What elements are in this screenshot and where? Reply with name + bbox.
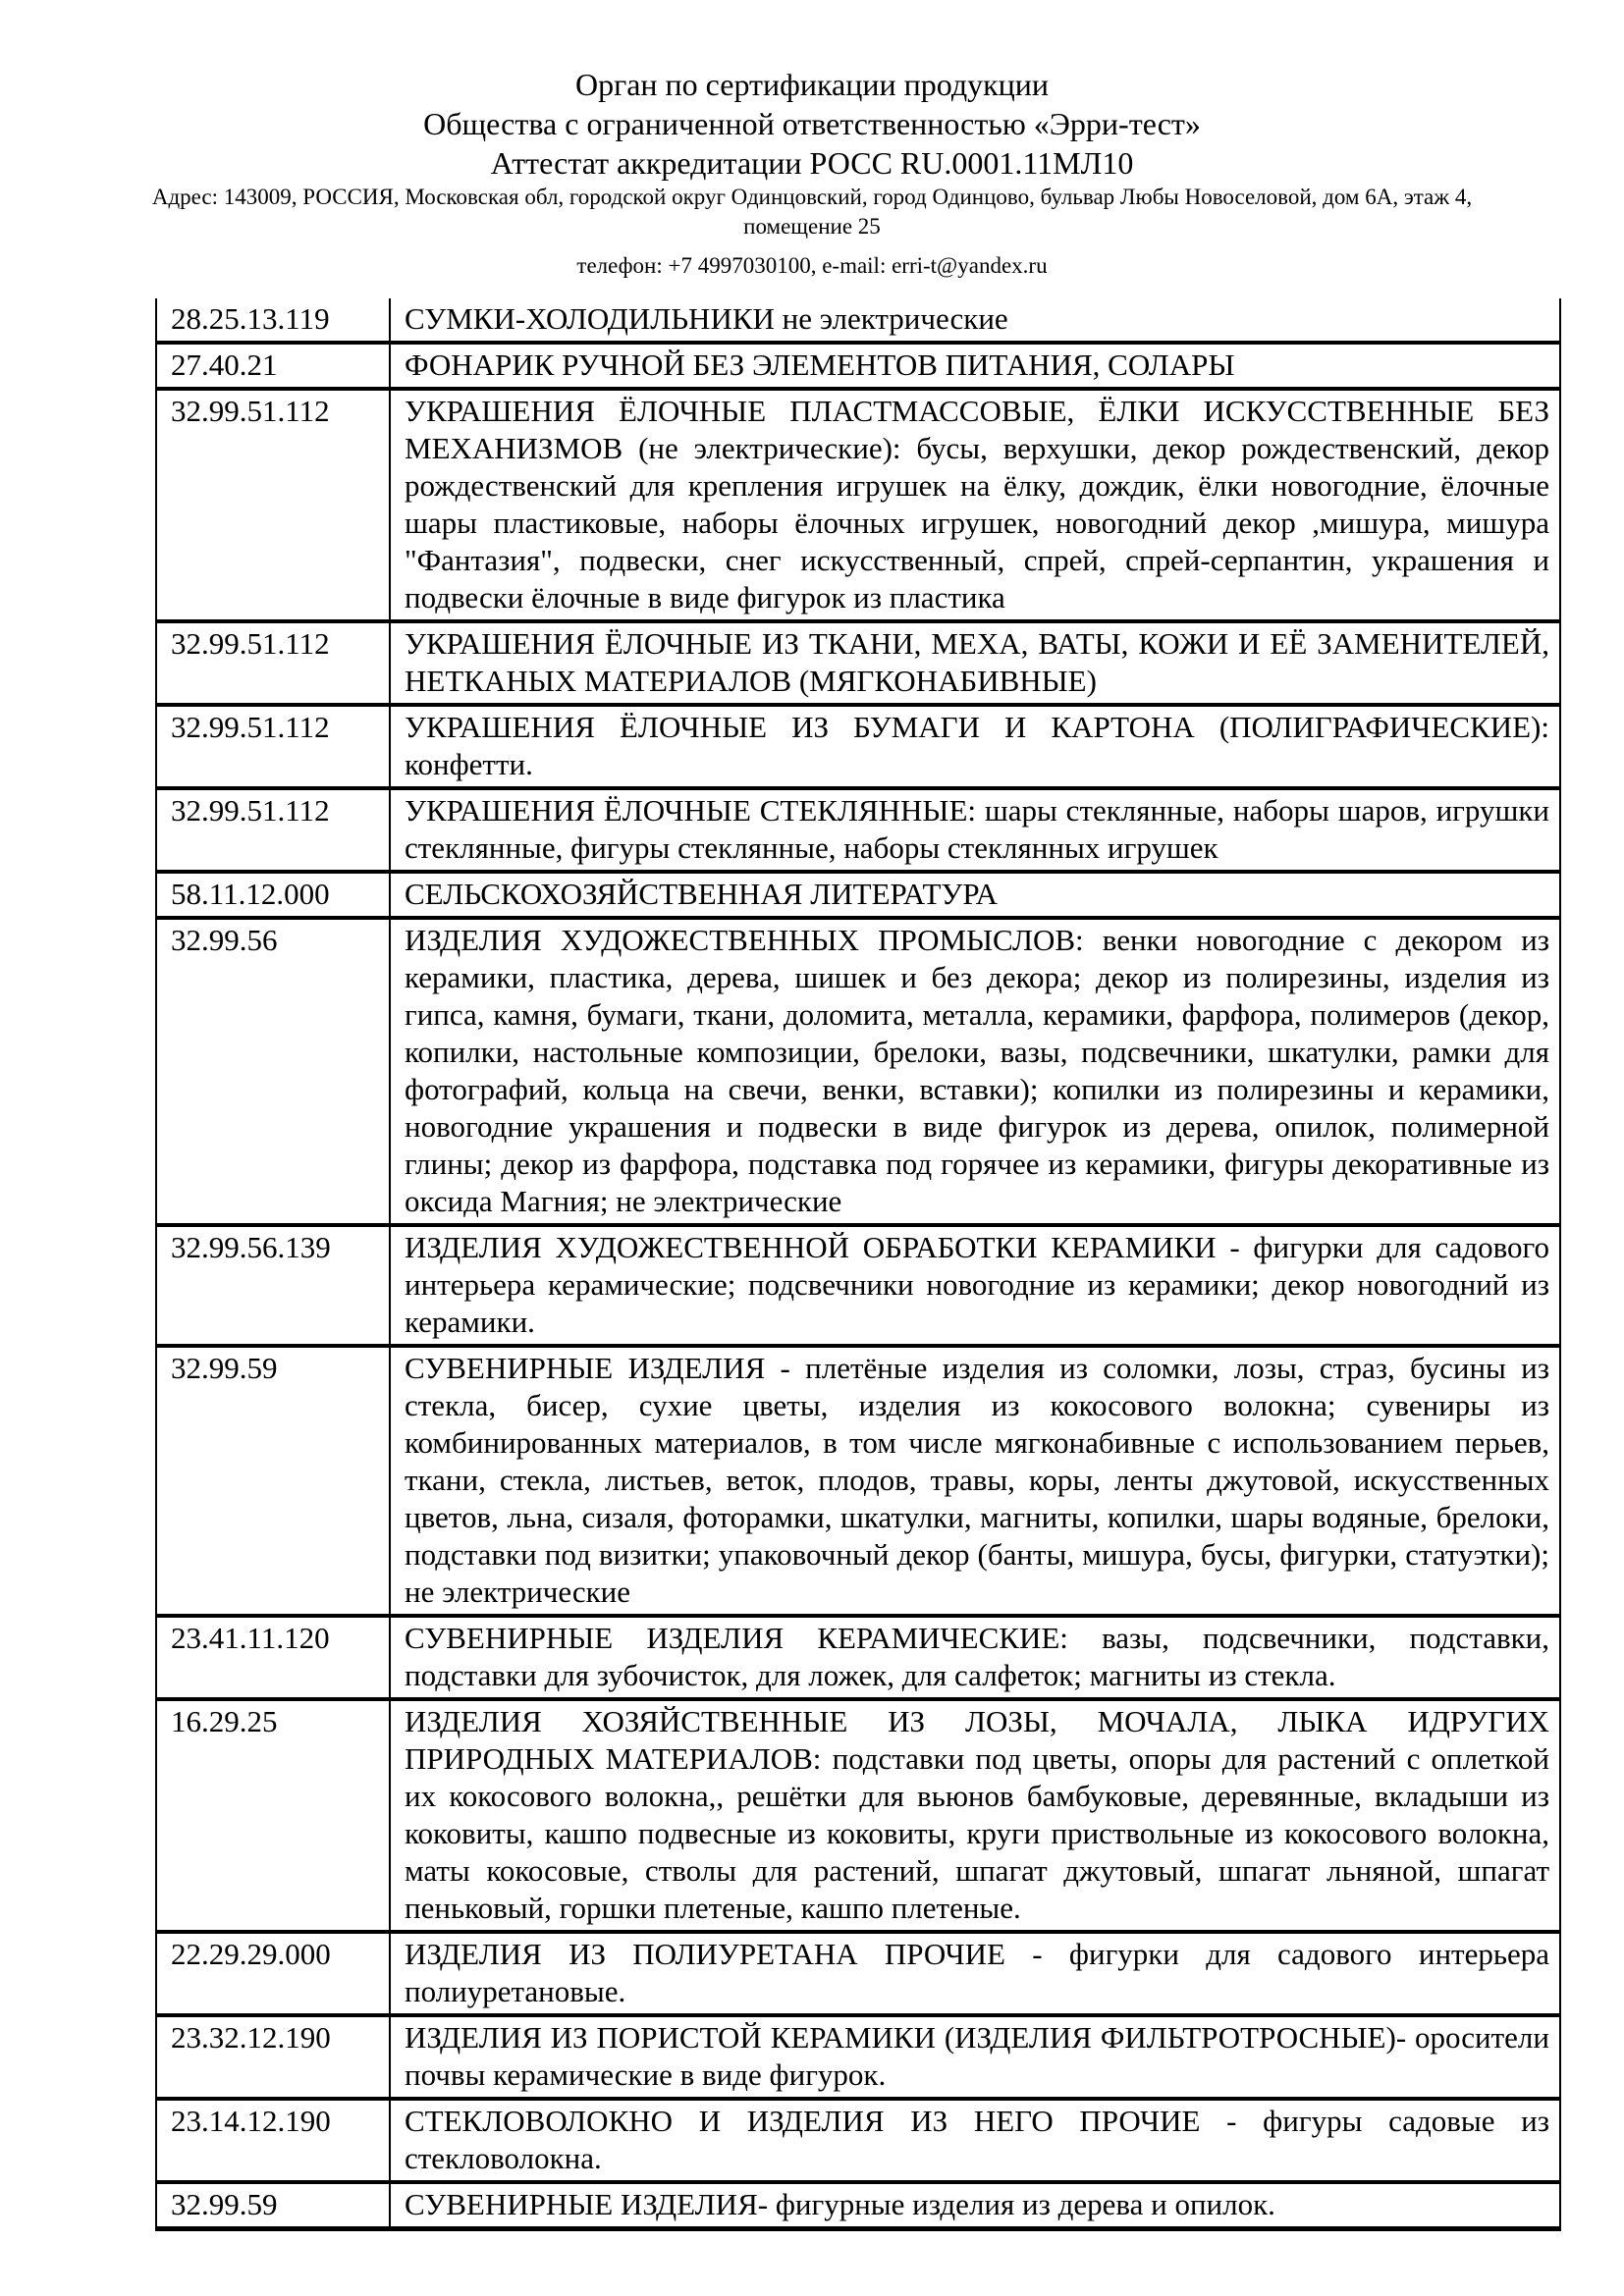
table-row bbox=[156, 1225, 1560, 1346]
product-code-cell: 32.99.51.112 bbox=[156, 389, 390, 621]
product-code-cell: 32.99.56.139 bbox=[156, 1225, 390, 1346]
product-code-cell: 32.99.56 bbox=[156, 918, 390, 1225]
header-contact-line: телефон: +7 4997030100, e-mail: erri-t@yandex.ru bbox=[576, 253, 1048, 278]
product-description-cell: СУМКИ-ХОЛОДИЛЬНИКИ не электрические bbox=[390, 298, 1560, 343]
product-description-cell: СУВЕНИРНЫЕ ИЗДЕЛИЯ КЕРАМИЧЕСКИЕ: вазы, подсвечники, подставки, подставки для зубочисток, для ложек, для салфеток; магниты из стекла. bbox=[390, 1616, 1560, 1699]
product-description-cell: СУВЕНИРНЫЕ ИЗДЕЛИЯ - плетёные изделия из соломки, лозы, страз, бусины из стекла, бисер, сухие цветы, изделия из кокосового волокна; сувениры из комбинированных материалов, в том числе мягконабивные с использованием перьев, ткани, стекла, листьев, веток, плодов, травы, коры, ленты джутовой, искусственных цветов, льна, сизаля, фоторамки, шкатулки, магниты, копилки, шары водяные, брелоки, подставки под визитки; упаковочный декор (банты, мишура, бусы, фигурки, статуэтки); не электрические bbox=[390, 1346, 1560, 1616]
product-codes-table bbox=[155, 298, 1561, 2231]
table-row bbox=[156, 2015, 1560, 2099]
product-description-cell: СЕЛЬСКОХОЗЯЙСТВЕННАЯ ЛИТЕРАТУРА bbox=[390, 872, 1560, 918]
product-code-cell: 32.99.59 bbox=[156, 1346, 390, 1616]
product-code-cell: 32.99.59 bbox=[156, 2182, 390, 2229]
product-code-cell: 32.99.51.112 bbox=[156, 621, 390, 705]
product-description-cell: ИЗДЕЛИЯ ИЗ ПОРИСТОЙ КЕРАМИКИ (ИЗДЕЛИЯ ФИЛЬТРОТРОСНЫЕ)- оросители почвы керамические в виде фигурок. bbox=[390, 2015, 1560, 2099]
table-row bbox=[156, 389, 1560, 621]
product-code-cell: 32.99.51.112 bbox=[156, 788, 390, 872]
product-description-cell: ИЗДЕЛИЯ ХУДОЖЕСТВЕННЫХ ПРОМЫСЛОВ: венки новогодние с декором из керамики, пластика, дерева, шишек и без декора; декор из полирезины, изделия из гипса, камня, бумаги, ткани, доломита, металла, керамики, фарфора, полимеров (декор, копилки, настольные композиции, брелоки, вазы, подсвечники, шкатулки, рамки для фотографий, кольца на свечи, венки, вставки); копилки из полирезины и керамики, новогодние украшения и подвески в виде фигурок из дерева, опилок, полимерной глины; декор из фарфора, подставка под горячее из керамики, фигуры декоративные из оксида Магния; не электрические bbox=[390, 918, 1560, 1225]
product-code-cell: 27.40.21 bbox=[156, 343, 390, 389]
product-description-cell: УКРАШЕНИЯ ЁЛОЧНЫЕ СТЕКЛЯННЫЕ: шары стеклянные, наборы шаров, игрушки стеклянные, фигуры стеклянные, наборы стеклянных игрушек bbox=[390, 788, 1560, 872]
table-row bbox=[156, 788, 1560, 872]
product-table-body bbox=[156, 298, 1560, 2229]
product-description-cell: ИЗДЕЛИЯ ХОЗЯЙСТВЕННЫЕ ИЗ ЛОЗЫ, МОЧАЛА, ЛЫКА ИДРУГИХ ПРИРОДНЫХ МАТЕРИАЛОВ: подставки под цветы, опоры для растений с оплеткой их кокосового волокна,, решётки для вьюнов бамбуковые, деревянные, вкладыши из коковиты, кашпо подвесные из коковиты, круги приствольные из кокосового волокна, маты кокосовые, стволы для растений, шпагат джутовый, шпагат льняной, шпагат пеньковый, горшки плетеные, кашпо плетеные. bbox=[390, 1699, 1560, 1932]
product-description-cell: СУВЕНИРНЫЕ ИЗДЕЛИЯ- фигурные изделия из дерева и опилок. bbox=[390, 2182, 1560, 2229]
table-row bbox=[156, 1699, 1560, 1932]
header-address-line-1: Адрес: 143009, РОССИЯ, Московская обл, городской округ Одинцовский, город Одинцово, бульвар Любы Новоселовой, дом 6А, этаж 4, bbox=[151, 185, 1473, 209]
product-description-cell: УКРАШЕНИЯ ЁЛОЧНЫЕ ПЛАСТМАССОВЫЕ, ЁЛКИ ИСКУССТВЕННЫЕ БЕЗ МЕХАНИЗМОВ (не электрические): бусы, верхушки, декор рождественский, декор рождественский для крепления игрушек на ёлку, дождик, ёлки новогодние, ёлочные шары пластиковые, наборы ёлочных игрушек, новогодний декор ,мишура, мишура "Фантазия", подвески, снег искусственный, спрей, спрей-серпантин, украшения и подвески ёлочные в виде фигурок из пластика bbox=[390, 389, 1560, 621]
table-row bbox=[156, 621, 1560, 705]
product-code-cell: 22.29.29.000 bbox=[156, 1932, 390, 2015]
header-company-name: Общества с ограниченной ответственностью «Эрри-тест» bbox=[423, 106, 1201, 141]
product-code-cell: 23.32.12.190 bbox=[156, 2015, 390, 2099]
header-accreditation-number: Аттестат аккредитации РОСС RU.0001.11МЛ10 bbox=[490, 145, 1134, 181]
table-row bbox=[156, 705, 1560, 788]
product-code-cell: 58.11.12.000 bbox=[156, 872, 390, 918]
product-code-cell: 28.25.13.119 bbox=[156, 298, 390, 343]
table-row bbox=[156, 298, 1560, 343]
product-code-cell: 16.29.25 bbox=[156, 1699, 390, 1932]
product-description-cell: ИЗДЕЛИЯ ХУДОЖЕСТВЕННОЙ ОБРАБОТКИ КЕРАМИКИ - фигурки для садового интерьера керамические; подсвечники новогодние из керамики; декор новогодний из керамики. bbox=[390, 1225, 1560, 1346]
header-org-title: Орган по сертификации продукции bbox=[574, 67, 1050, 102]
table-row bbox=[156, 1346, 1560, 1616]
table-row bbox=[156, 2182, 1560, 2229]
product-description-cell: УКРАШЕНИЯ ЁЛОЧНЫЕ ИЗ БУМАГИ И КАРТОНА (ПОЛИГРАФИЧЕСКИЕ): конфетти. bbox=[390, 705, 1560, 788]
product-code-cell: 23.14.12.190 bbox=[156, 2099, 390, 2182]
product-description-cell: СТЕКЛОВОЛОКНО И ИЗДЕЛИЯ ИЗ НЕГО ПРОЧИЕ - фигуры садовые из стекловолокна. bbox=[390, 2099, 1560, 2182]
table-row bbox=[156, 1932, 1560, 2015]
table-row bbox=[156, 2099, 1560, 2182]
product-description-cell: УКРАШЕНИЯ ЁЛОЧНЫЕ ИЗ ТКАНИ, МЕХА, ВАТЫ, КОЖИ И ЕЁ ЗАМЕНИТЕЛЕЙ, НЕТКАНЫХ МАТЕРИАЛОВ (МЯГКОНАБИВНЫЕ) bbox=[390, 621, 1560, 705]
table-row bbox=[156, 918, 1560, 1225]
product-code-cell: 23.41.11.120 bbox=[156, 1616, 390, 1699]
table-row bbox=[156, 343, 1560, 389]
product-code-cell: 32.99.51.112 bbox=[156, 705, 390, 788]
header-address-line-2: помещение 25 bbox=[743, 214, 881, 239]
product-description-cell: ИЗДЕЛИЯ ИЗ ПОЛИУРЕТАНА ПРОЧИЕ - фигурки для садового интерьера полиуретановые. bbox=[390, 1932, 1560, 2015]
document-header bbox=[0, 0, 1624, 281]
product-description-cell: ФОНАРИК РУЧНОЙ БЕЗ ЭЛЕМЕНТОВ ПИТАНИЯ, СОЛАРЫ bbox=[390, 343, 1560, 389]
table-row bbox=[156, 1616, 1560, 1699]
table-row bbox=[156, 872, 1560, 918]
